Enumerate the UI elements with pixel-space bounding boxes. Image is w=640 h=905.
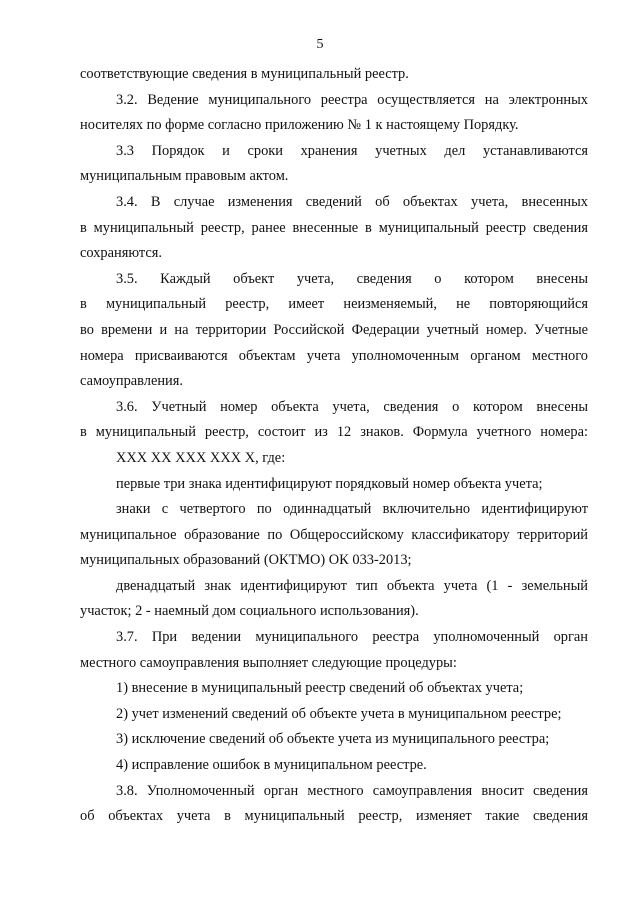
text-line: местного самоуправления выполняет следующие процедуры:	[80, 654, 457, 671]
text-line: самоуправления.	[80, 373, 183, 390]
text-line: сохраняются.	[80, 245, 162, 262]
text-line: в муниципальный реестр, имеет неизменяемый, не повторяющийся	[80, 296, 588, 313]
text-line: в муниципальный реестр, ранее внесенные в муниципальный реестр сведения	[80, 219, 588, 236]
text-line: номера присваиваются объектам учета уполномоченным органом местного	[80, 347, 588, 364]
text-line: 3.3 Порядок и сроки хранения учетных дел устанавливаются	[116, 142, 588, 159]
text-line: муниципальных образований (ОКТМО) ОК 033-2013;	[80, 552, 412, 569]
text-line: 3.7. При ведении муниципального реестра уполномоченный орган	[116, 629, 588, 646]
text-line: муниципальное образование по Общероссийскому классификатору территорий	[80, 526, 588, 543]
text-line: 3.8. Уполномоченный орган местного самоуправления вносит сведения	[116, 782, 588, 799]
list-item: 1) внесение в муниципальный реестр сведений об объектах учета;	[116, 680, 524, 697]
page-number: 5	[316, 37, 324, 52]
list-item: 3) исключение сведений об объекте учета из муниципального реестра;	[116, 731, 550, 748]
text-line: 3.5. Каждый объект учета, сведения о котором внесены	[116, 270, 588, 287]
text-line: муниципальным правовым актом.	[80, 168, 289, 185]
text-line: двенадцатый знак идентифицируют тип объекта учета (1 - земельный	[116, 577, 588, 594]
text-line: соответствующие сведения в муниципальный реестр.	[80, 66, 409, 82]
text-line: 3.2. Ведение муниципального реестра осуществляется на электронных	[116, 91, 588, 108]
text-line: во времени и на территории Российской Федерации учетный номер. Учетные	[80, 321, 588, 338]
list-item: 4) исправление ошибок в муниципальном реестре.	[116, 757, 427, 774]
document-body	[80, 62, 588, 830]
text-line: в муниципальный реестр, состоит из 12 знаков. Формула учетного номера:	[80, 424, 588, 441]
text-line: об объектах учета в муниципальный реестр, изменяет такие сведения	[80, 808, 588, 825]
text-line: 3.4. В случае изменения сведений об объектах учета, внесенных	[116, 193, 588, 210]
text-line: 3.6. Учетный номер объекта учета, сведения о котором внесены	[116, 398, 588, 415]
text-line: знаки с четвертого по одиннадцатый включительно идентифицируют	[116, 501, 588, 518]
text-line: участок; 2 - наемный дом социального использования).	[80, 603, 419, 620]
list-item: 2) учет изменений сведений об объекте учета в муниципальном реестре;	[116, 705, 562, 722]
formula-line: XXX XX XXX XXX X, где:	[116, 449, 286, 466]
text-line: носителях по форме согласно приложению № 1 к настоящему Порядку.	[80, 117, 519, 134]
text-line: первые три знака идентифицируют порядковый номер объекта учета;	[116, 475, 543, 492]
